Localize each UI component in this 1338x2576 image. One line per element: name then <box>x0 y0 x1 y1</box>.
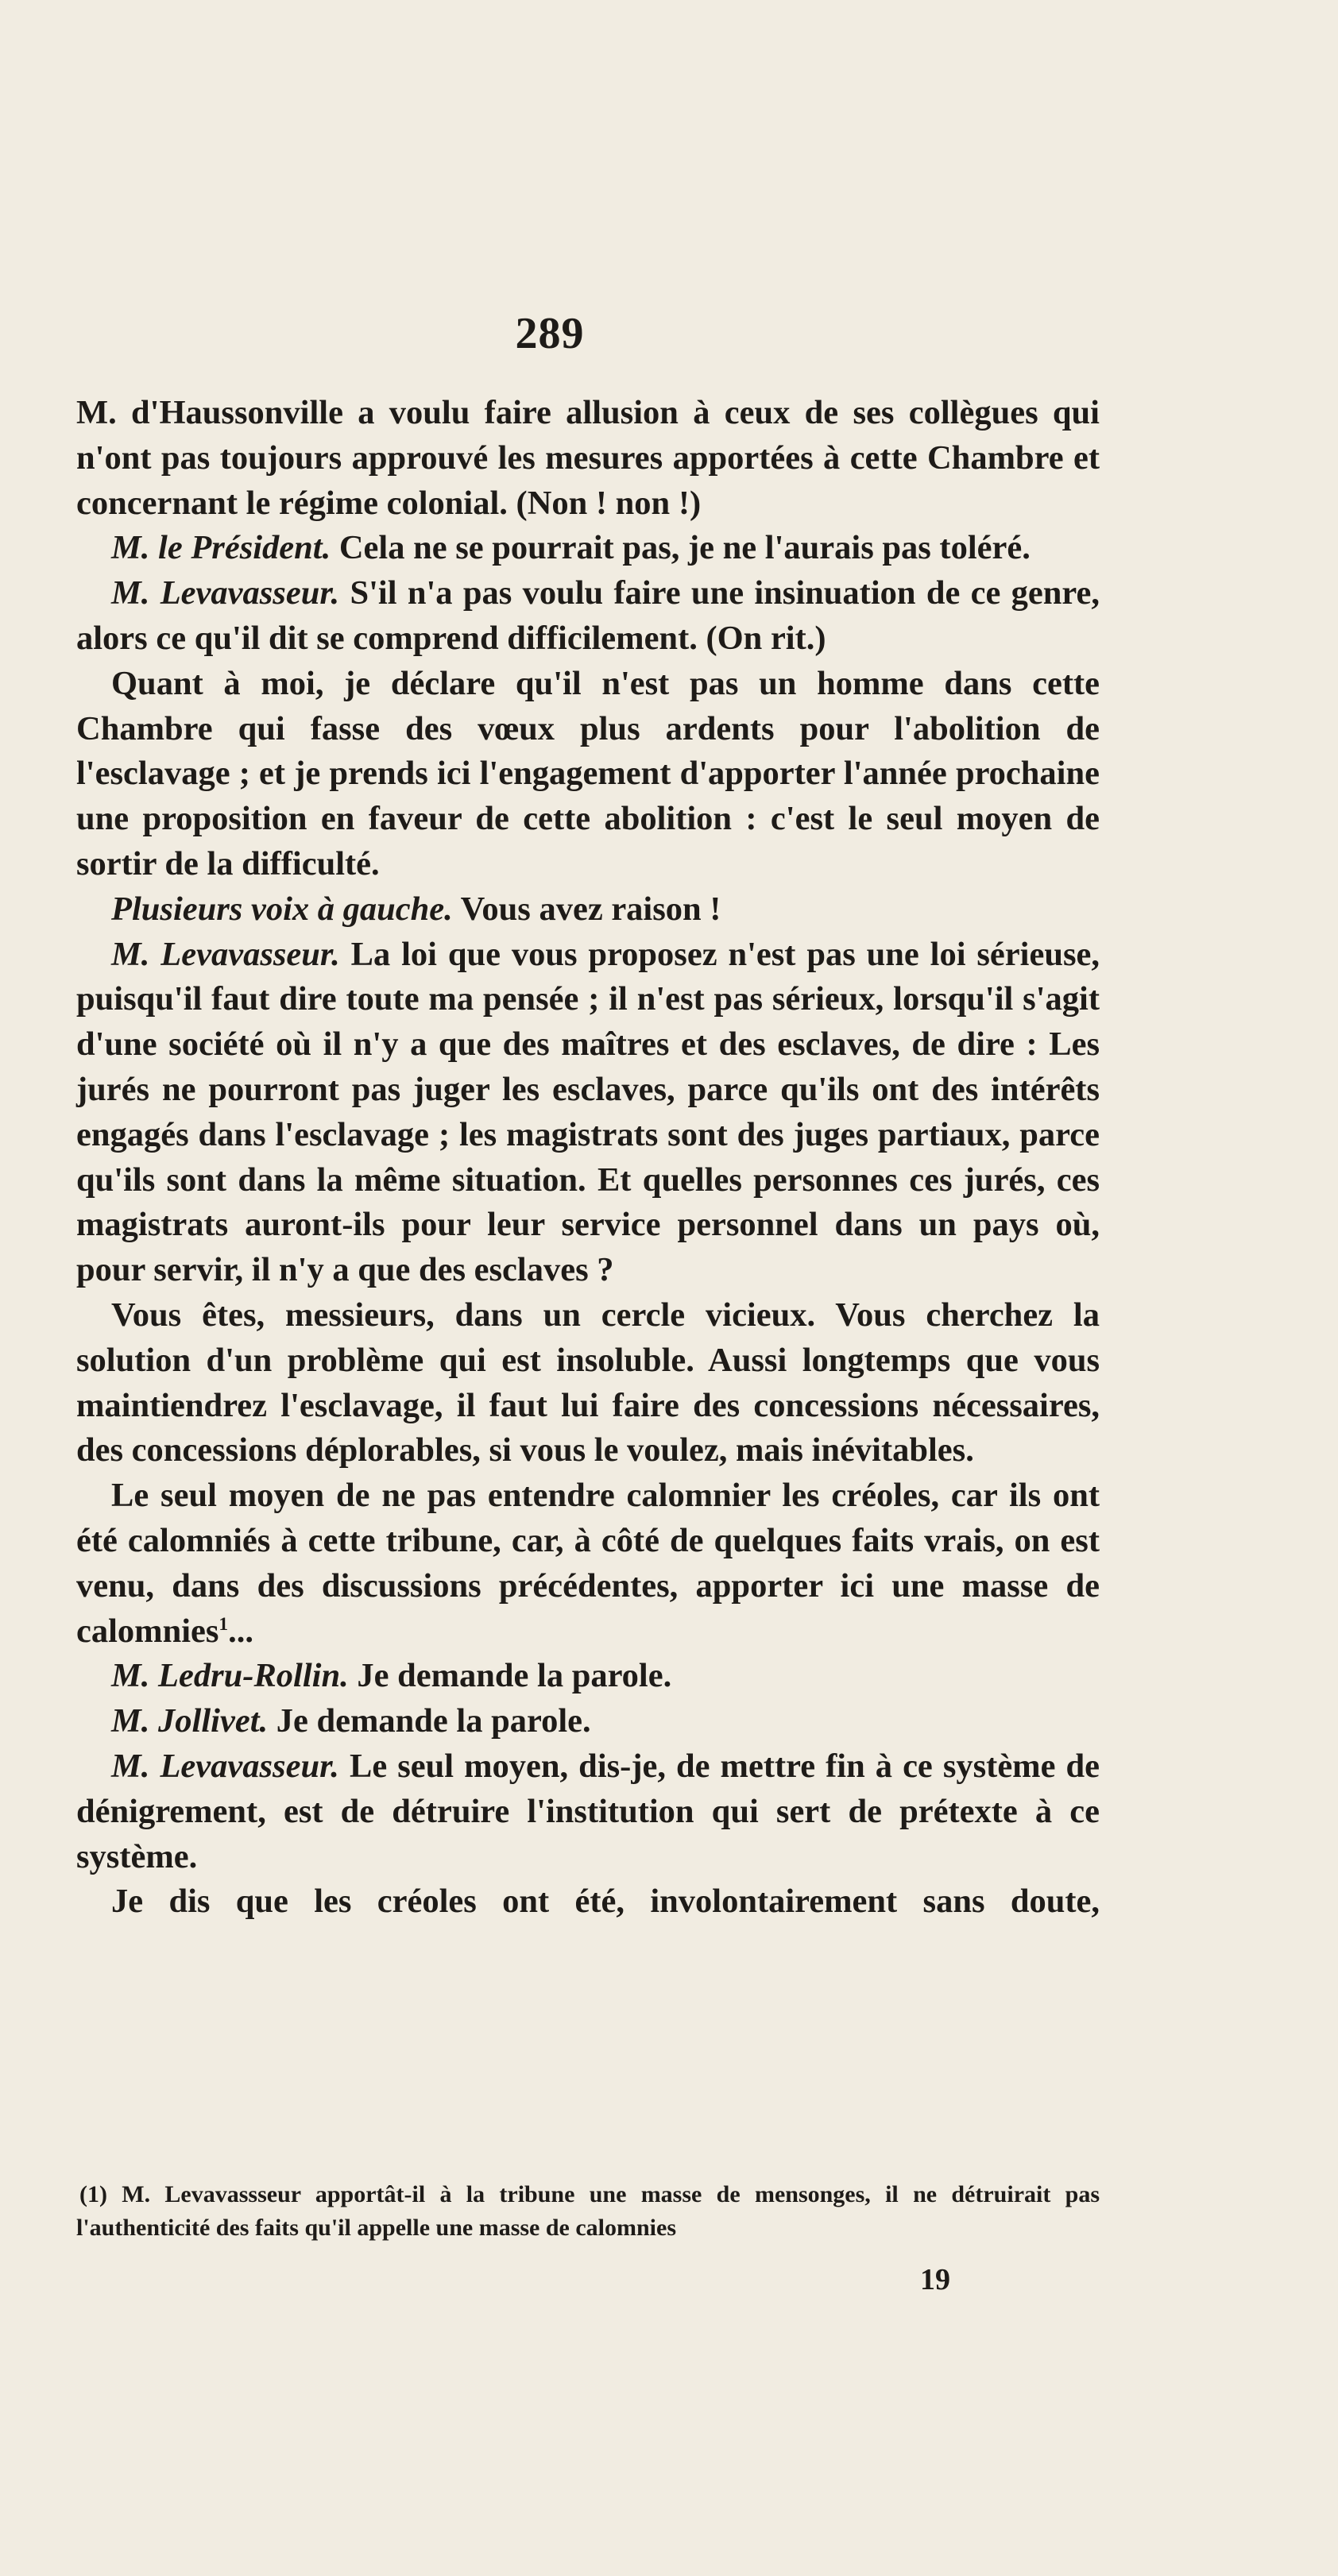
paragraph-4 <box>76 662 1100 887</box>
speaker-label: M. Levavasseur. <box>111 935 340 973</box>
paragraph-text: M. d'Haussonville a voulu faire allusion à ceux de ses collègues qui n'ont pas toujours approuvé les mesures apportées à cette Chambre et concernant le régime colonial. (Non ! non !) <box>76 394 1100 522</box>
paragraph-3 <box>76 571 1100 662</box>
paragraph-9 <box>76 1654 1100 1699</box>
paragraph-text: Cela ne se pourrait pas, je ne l'aurais pas toléré. <box>338 529 1031 567</box>
paragraph-11 <box>76 1744 1100 1879</box>
paragraph-12 <box>76 1879 1100 1925</box>
paragraph-text: S'il n'a pas voulu faire une insinuation de ce genre, alors ce qu'il dit se comprend difficilement. (On rit.) <box>76 574 1100 657</box>
page-number: 289 <box>515 309 585 358</box>
paragraph-1 <box>76 391 1100 526</box>
paragraph-5 <box>76 887 1100 933</box>
paragraph-8 <box>76 1473 1100 1654</box>
paragraph-text: Je demande la parole. <box>357 1657 672 1695</box>
speaker-label: M. Jollivet. <box>111 1702 269 1740</box>
speaker-label: M. Levavasseur. <box>111 1747 339 1785</box>
footnote-reference: 1 <box>218 1613 229 1635</box>
paragraph-text: Le seul moyen, dis-je, de mettre fin à ce système de dénigrement, est de détruire l'institution qui sert de prétexte à ce système. <box>76 1747 1100 1875</box>
paragraph-text: Le seul moyen de ne pas entendre calomnier les créoles, car ils ont été calomniés à cette tribune, car, à côté de quelques faits vrais, on est venu, dans des discussions précédentes, apporter ici une masse de calomnies <box>76 1477 1100 1650</box>
paragraph-text-ellipsis: ... <box>228 1612 253 1650</box>
speaker-label: M. Ledru-Rollin. <box>111 1657 349 1695</box>
signature-mark: 19 <box>920 2263 950 2296</box>
paragraph-2 <box>76 526 1100 571</box>
footnote-text: (1) M. Levavassseur apportât-il à la tribune une masse de mensonges, il ne détruirait pas l'authenticité des faits qu'il appelle une masse de calomnies <box>76 2181 1100 2241</box>
speaker-label: Plusieurs voix à gauche. <box>111 890 453 928</box>
paragraph-text: Je dis que les créoles ont été, involontairement sans doute, <box>111 1883 1100 1921</box>
paragraph-text: Quant à moi, je déclare qu'il n'est pas un homme dans cette Chambre qui fasse des vœux plus ardents pour l'abolition de l'esclavage ; et je prends ici l'engagement d'apporter l'année prochaine une proposition en faveur de cette abolition : c'est le seul moyen de sortir de la difficulté. <box>76 664 1100 882</box>
main-text <box>76 391 1100 1925</box>
speaker-label: M. le Président. <box>111 529 331 567</box>
paragraph-10 <box>76 1699 1100 1744</box>
speaker-label: M. Levavasseur. <box>111 574 340 612</box>
footnote <box>76 2178 1100 2245</box>
paragraph-6 <box>76 933 1100 1293</box>
paragraph-text: La loi que vous proposez n'est pas une loi sérieuse, puisqu'il faut dire toute ma pensée ; il n'est pas sérieux, lorsqu'il s'agit d'une société où il n'y a que des maîtres et des esclaves, de dire : Les jurés ne pourront pas juger les esclaves, parce qu'ils ont des intérêts engagés dans l'esclavage ; les magistrats sont des juges partiaux, parce qu'ils sont dans la même situation. Et quelles personnes ces jurés, ces magistrats auront-ils pour leur service personnel dans un pays où, pour servir, il n'y a que des esclaves ? <box>76 935 1100 1289</box>
paragraph-7 <box>76 1293 1100 1473</box>
paragraph-text: Vous êtes, messieurs, dans un cercle vicieux. Vous cherchez la solution d'un problème qui est insoluble. Aussi longtemps que vous maintiendrez l'esclavage, il faut lui faire des concessions nécessaires, des concessions déplorables, si vous le voulez, mais inévitables. <box>76 1296 1100 1470</box>
paragraph-text: Vous avez raison ! <box>460 890 721 928</box>
paragraph-text: Je demande la parole. <box>276 1702 591 1740</box>
